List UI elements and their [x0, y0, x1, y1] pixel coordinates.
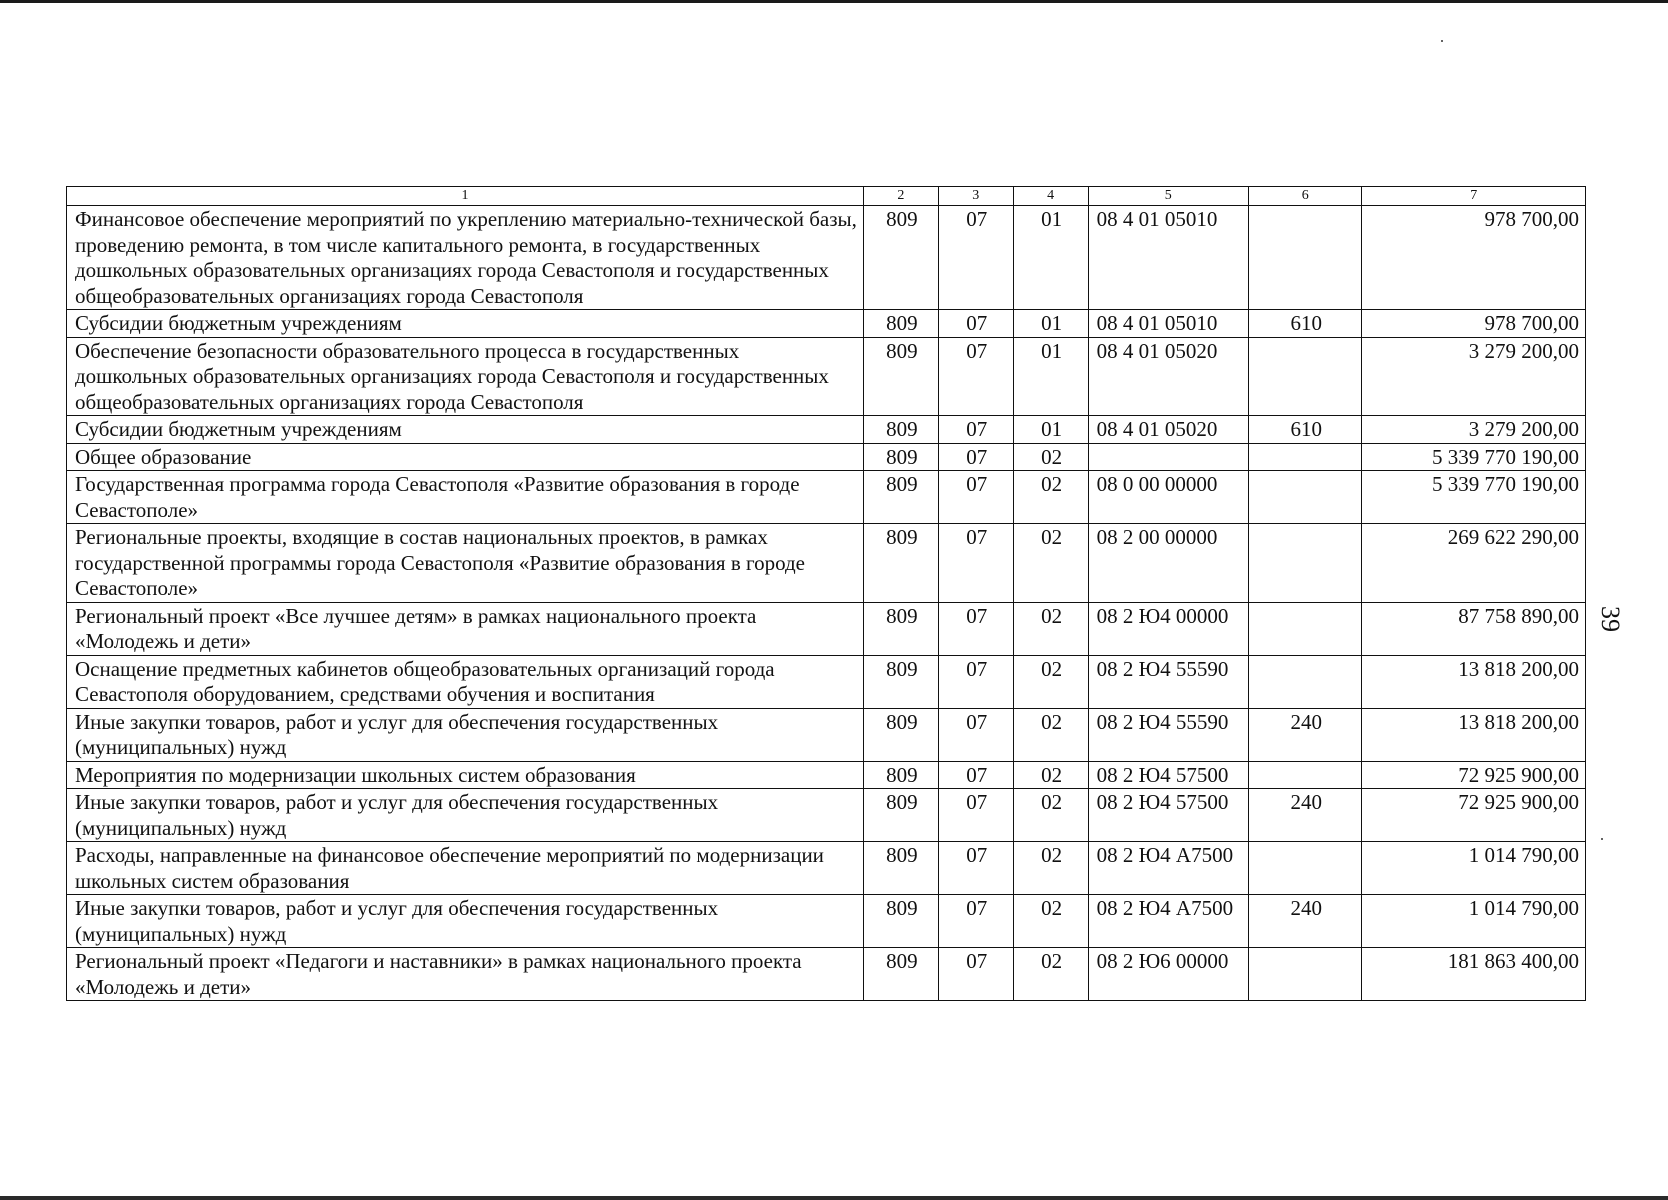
column-header: 6 [1249, 187, 1362, 206]
row-cell-5: 08 0 00 00000 [1088, 471, 1248, 524]
row-cell-6 [1249, 761, 1362, 789]
row-cell-3: 07 [938, 789, 1013, 842]
row-cell-7: 3 279 200,00 [1362, 416, 1586, 444]
row-cell-6 [1249, 842, 1362, 895]
row-name-cell: Иные закупки товаров, работ и услуг для обеспечения государственных (муниципальных) нужд [67, 789, 864, 842]
row-cell-6 [1249, 206, 1362, 310]
row-name-cell: Субсидии бюджетным учреждениям [67, 416, 864, 444]
row-cell-7: 978 700,00 [1362, 206, 1586, 310]
table-row [67, 310, 1586, 338]
column-header: 1 [67, 187, 864, 206]
row-cell-4: 02 [1013, 761, 1088, 789]
row-cell-2: 809 [863, 895, 938, 948]
column-header: 4 [1013, 187, 1088, 206]
table-row [67, 895, 1586, 948]
scan-edge-top [0, 0, 1668, 3]
table-row [67, 789, 1586, 842]
row-cell-6 [1249, 524, 1362, 603]
row-cell-2: 809 [863, 761, 938, 789]
row-cell-2: 809 [863, 206, 938, 310]
row-cell-7: 1 014 790,00 [1362, 895, 1586, 948]
row-cell-4: 02 [1013, 842, 1088, 895]
row-cell-3: 07 [938, 602, 1013, 655]
row-cell-2: 809 [863, 842, 938, 895]
column-header: 3 [938, 187, 1013, 206]
row-cell-6 [1249, 337, 1362, 416]
row-cell-2: 809 [863, 524, 938, 603]
row-cell-5: 08 2 Ю4 А7500 [1088, 895, 1248, 948]
row-cell-3: 07 [938, 443, 1013, 471]
row-name-cell: Оснащение предметных кабинетов общеобразовательных организаций города Севастополя оборудованием, средствами обучения и воспитания [67, 655, 864, 708]
row-cell-7: 13 818 200,00 [1362, 708, 1586, 761]
row-cell-5: 08 2 Ю4 55590 [1088, 708, 1248, 761]
row-cell-3: 07 [938, 310, 1013, 338]
row-cell-4: 02 [1013, 443, 1088, 471]
budget-table [66, 186, 1586, 1001]
row-name-cell: Мероприятия по модернизации школьных систем образования [67, 761, 864, 789]
row-cell-5: 08 2 Ю4 55590 [1088, 655, 1248, 708]
row-cell-5: 08 2 Ю6 00000 [1088, 948, 1248, 1001]
row-cell-3: 07 [938, 416, 1013, 444]
row-cell-7: 5 339 770 190,00 [1362, 471, 1586, 524]
row-cell-4: 02 [1013, 471, 1088, 524]
row-cell-5: 08 2 00 00000 [1088, 524, 1248, 603]
row-cell-4: 02 [1013, 789, 1088, 842]
row-cell-3: 07 [938, 471, 1013, 524]
table-row [67, 761, 1586, 789]
row-cell-7: 269 622 290,00 [1362, 524, 1586, 603]
table-row [67, 655, 1586, 708]
row-cell-3: 07 [938, 761, 1013, 789]
row-cell-4: 01 [1013, 206, 1088, 310]
row-cell-3: 07 [938, 337, 1013, 416]
table-row [67, 842, 1586, 895]
row-name-cell: Региональный проект «Все лучшее детям» в рамках национального проекта «Молодежь и дети» [67, 602, 864, 655]
row-cell-4: 02 [1013, 948, 1088, 1001]
row-cell-6 [1249, 471, 1362, 524]
row-cell-4: 01 [1013, 416, 1088, 444]
row-cell-7: 181 863 400,00 [1362, 948, 1586, 1001]
column-header: 2 [863, 187, 938, 206]
row-cell-5: 08 4 01 05010 [1088, 310, 1248, 338]
row-cell-4: 02 [1013, 524, 1088, 603]
row-cell-7: 72 925 900,00 [1362, 761, 1586, 789]
row-cell-2: 809 [863, 471, 938, 524]
row-cell-4: 01 [1013, 310, 1088, 338]
row-cell-4: 02 [1013, 602, 1088, 655]
row-cell-2: 809 [863, 310, 938, 338]
table-row [67, 443, 1586, 471]
scan-edge-bottom [0, 1196, 1668, 1200]
row-cell-6: 240 [1249, 708, 1362, 761]
row-cell-5 [1088, 443, 1248, 471]
row-cell-7: 3 279 200,00 [1362, 337, 1586, 416]
row-cell-3: 07 [938, 895, 1013, 948]
row-cell-6: 240 [1249, 895, 1362, 948]
row-cell-2: 809 [863, 789, 938, 842]
table-row [67, 206, 1586, 310]
table-body [67, 206, 1586, 1001]
row-name-cell: Расходы, направленные на финансовое обеспечение мероприятий по модернизации школьных систем образования [67, 842, 864, 895]
row-cell-5: 08 4 01 05020 [1088, 337, 1248, 416]
row-cell-3: 07 [938, 948, 1013, 1001]
row-cell-6: 240 [1249, 789, 1362, 842]
row-cell-5: 08 2 Ю4 57500 [1088, 789, 1248, 842]
row-name-cell: Субсидии бюджетным учреждениям [67, 310, 864, 338]
page-number: 39 [1596, 606, 1625, 632]
row-cell-6 [1249, 443, 1362, 471]
row-cell-2: 809 [863, 948, 938, 1001]
row-cell-7: 978 700,00 [1362, 310, 1586, 338]
table-row [67, 416, 1586, 444]
row-cell-6 [1249, 602, 1362, 655]
row-cell-7: 72 925 900,00 [1362, 789, 1586, 842]
row-cell-2: 809 [863, 602, 938, 655]
row-name-cell: Иные закупки товаров, работ и услуг для обеспечения государственных (муниципальных) нужд [67, 895, 864, 948]
row-cell-7: 1 014 790,00 [1362, 842, 1586, 895]
scan-speck [1601, 838, 1603, 840]
row-cell-7: 5 339 770 190,00 [1362, 443, 1586, 471]
row-cell-6 [1249, 948, 1362, 1001]
row-cell-4: 02 [1013, 895, 1088, 948]
column-header: 5 [1088, 187, 1248, 206]
row-cell-2: 809 [863, 655, 938, 708]
row-cell-7: 13 818 200,00 [1362, 655, 1586, 708]
row-name-cell: Обеспечение безопасности образовательного процесса в государственных дошкольных образовательных организациях города Севастополя и государственных общеобразовательных организациях города Севастополя [67, 337, 864, 416]
table-row [67, 524, 1586, 603]
row-name-cell: Иные закупки товаров, работ и услуг для обеспечения государственных (муниципальных) нужд [67, 708, 864, 761]
row-name-cell: Региональный проект «Педагоги и наставники» в рамках национального проекта «Молодежь и дети» [67, 948, 864, 1001]
row-cell-5: 08 2 Ю4 А7500 [1088, 842, 1248, 895]
table-row [67, 602, 1586, 655]
row-cell-5: 08 2 Ю4 00000 [1088, 602, 1248, 655]
row-name-cell: Государственная программа города Севастополя «Развитие образования в городе Севастополе» [67, 471, 864, 524]
row-cell-6: 610 [1249, 416, 1362, 444]
row-cell-3: 07 [938, 524, 1013, 603]
row-cell-4: 02 [1013, 708, 1088, 761]
row-cell-5: 08 2 Ю4 57500 [1088, 761, 1248, 789]
row-cell-3: 07 [938, 655, 1013, 708]
row-cell-7: 87 758 890,00 [1362, 602, 1586, 655]
table-header-row [67, 187, 1586, 206]
row-cell-3: 07 [938, 842, 1013, 895]
row-cell-6: 610 [1249, 310, 1362, 338]
column-header: 7 [1362, 187, 1586, 206]
row-name-cell: Общее образование [67, 443, 864, 471]
row-name-cell: Финансовое обеспечение мероприятий по укреплению материально-технической базы, проведению ремонта, в том числе капитального ремонта, в государственных дошкольных образовательных организациях города Севастополя и государственных общеобразовательных организациях города Севастополя [67, 206, 864, 310]
row-cell-3: 07 [938, 708, 1013, 761]
scan-speck [1441, 40, 1443, 42]
row-cell-4: 02 [1013, 655, 1088, 708]
row-cell-2: 809 [863, 443, 938, 471]
row-cell-2: 809 [863, 337, 938, 416]
row-cell-6 [1249, 655, 1362, 708]
table-row [67, 948, 1586, 1001]
row-cell-5: 08 4 01 05010 [1088, 206, 1248, 310]
row-cell-2: 809 [863, 416, 938, 444]
table-row [67, 337, 1586, 416]
row-name-cell: Региональные проекты, входящие в состав национальных проектов, в рамках государственной программы города Севастополя «Развитие образования в городе Севастополе» [67, 524, 864, 603]
row-cell-5: 08 4 01 05020 [1088, 416, 1248, 444]
row-cell-3: 07 [938, 206, 1013, 310]
table-row [67, 471, 1586, 524]
table-row [67, 708, 1586, 761]
row-cell-2: 809 [863, 708, 938, 761]
row-cell-4: 01 [1013, 337, 1088, 416]
